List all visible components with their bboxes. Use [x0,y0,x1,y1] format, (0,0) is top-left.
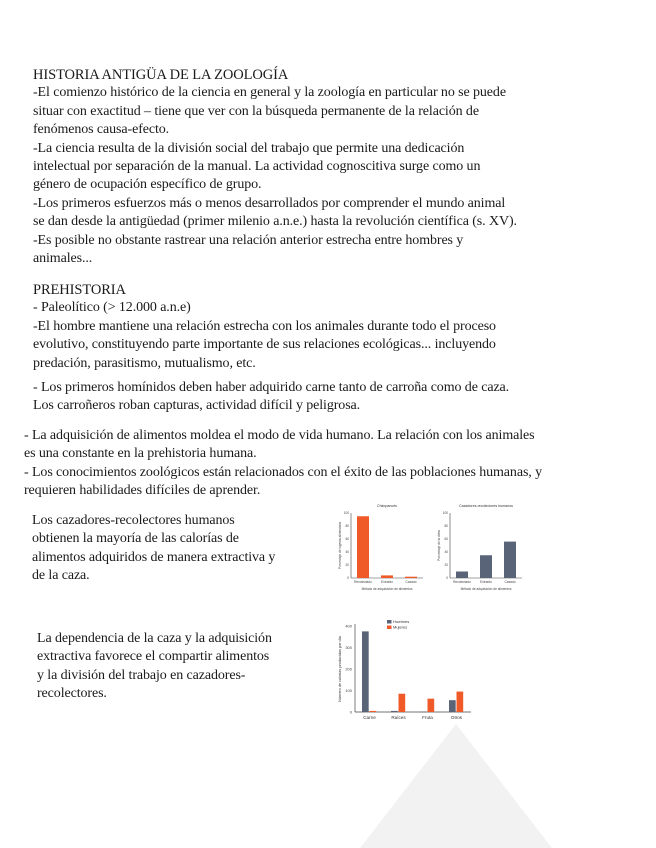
legend-swatch [387,620,392,624]
y-tick-label: 0 [446,576,448,581]
x-tick-label: Cazado [405,580,417,584]
x-axis-label: Método de adquisición de alimentos [361,587,413,591]
text-line: -Los primeros esfuerzos más o menos desarrollados por comprender el mundo animal [33,195,506,211]
bar [381,575,393,578]
text-line: y la división del trabajo en cazadores- [37,667,246,683]
text-line: recolectores. [37,686,107,702]
paragraph-cazadores [32,512,275,586]
chart-title: Chimpancés [377,504,397,508]
bar-mujeres [428,699,435,712]
y-axis-label: Porcentaje de ingesta alimentaria [338,521,342,570]
bar [504,542,516,578]
text-line: -El hombre mantiene una relación estrecha con los animales durante todo el proceso [33,318,496,334]
y-tick-label: 80 [345,524,349,529]
text-line: -Es posible no obstante rastrear una relación anterior estrecha entre hombres y [33,232,464,248]
bar-hombres [391,711,398,712]
y-tick-label: 80 [444,524,448,529]
bar-mujeres [370,711,377,712]
bar-mujeres [457,692,464,712]
chart-cazadores-recolectores [430,498,532,600]
x-tick-label: Extraído [480,580,492,584]
y-tick-label: 400 [345,623,352,629]
text-line: animales... [33,251,93,267]
y-tick-label: 0 [349,709,352,715]
legend-label: Hombres [393,619,410,624]
y-tick-label: 300 [345,644,352,650]
chart-calorias-sexo [335,614,475,726]
y-tick-label: 100 [345,687,352,693]
text-line: Los cazadores-recolectores humanos [32,513,235,528]
bar [405,577,417,578]
text-line: género de ocupación específico de grupo. [33,177,262,193]
bar-hombres [420,712,427,713]
bar-hombres [449,700,456,712]
text-line: fenómenos causa-efecto. [33,122,170,138]
bar [357,516,369,578]
x-tick-label: Otros [450,715,463,720]
section-historia [33,66,517,268]
text-line: predación, parasitismo, mutualismo, etc. [33,355,256,371]
text-line: es una constante en la prehistoria humana. [24,446,257,462]
x-tick-label: Fruta [422,715,433,720]
y-tick-label: 100 [442,511,448,516]
paragraph-adquisicion [24,427,542,501]
y-tick-label: 40 [444,550,448,555]
section-title: HISTORIA ANTIGÜA DE LA ZOOLOGÍA [33,67,289,83]
y-tick-label: 60 [444,537,448,542]
x-tick-label: Cazado [504,580,516,584]
watermark-triangle [360,724,552,848]
x-tick-label: Recolectado [354,580,372,584]
paragraph-hominidos [33,379,509,416]
text-line: de la caza. [32,568,90,584]
text-line: - Los primeros homínidos deben haber adquirido carne tanto de carroña como de caza. [33,380,510,395]
paragraph-dependencia [37,630,272,704]
x-tick-label: Raíces [391,715,406,720]
y-tick-label: 0 [347,576,349,581]
text-line: evolutivo, constituyendo parte importante de sus relaciones ecológicas... incluyendo [33,337,496,353]
text-line: extractiva favorece el compartir alimentos [37,649,270,665]
y-axis-label: Número de calorías producidas por día [338,636,342,702]
text-line: se dan desde la antigüedad (primer milenio a.n.e.) hasta la revolución científica (s. XV). [33,214,517,230]
x-tick-label: Carne [363,715,376,720]
text-line: La dependencia de la caza y la adquisición [37,631,272,646]
section-title: PREHISTORIA [33,282,126,298]
text-line: - Paleolítico (> 12.000 a.n.e) [33,300,191,316]
legend-label: Mujeres [393,624,408,630]
bar-hombres [362,631,369,712]
text-line: situar con exactitud – tiene que ver con la búsqueda permanente de la relación de [33,103,479,119]
section-prehistoria [33,281,496,373]
x-tick-label: Recolectado [453,580,471,584]
text-line: -El comienzo histórico de la ciencia en general y la zoología en particular no se puede [33,85,506,101]
y-tick-label: 20 [444,563,448,568]
bar [456,572,468,579]
text-line: intelectual por separación de la manual. La actividad cognoscitiva surge como un [33,159,481,175]
y-tick-label: 200 [345,666,352,672]
y-tick-label: 60 [345,537,349,542]
text-line: - Los conocimientos zoológicos están relacionados con el éxito de las poblaciones humanas, y [24,464,542,480]
text-line: alimentos adquiridos de manera extractiva y [32,549,276,565]
x-axis-label: Método de adquisición de alimentos [460,587,512,591]
y-tick-label: 100 [343,511,349,516]
y-tick-label: 40 [345,550,349,555]
legend-swatch [387,626,392,630]
text-line: obtienen la mayoría de las calorías de [32,531,239,547]
bar-mujeres [399,694,406,712]
y-axis-label: Porcentaje de la dieta [437,530,441,561]
text-line: requieren habilidades difíciles de aprender. [24,483,261,499]
x-tick-label: Extraído [381,580,393,584]
bar [480,555,492,578]
y-tick-label: 20 [345,563,349,568]
text-line: -La ciencia resulta de la división social del trabajo que permite una dedicación [33,140,465,156]
chart-chimpances [335,498,435,600]
chart-title: Cazadores-recolectores humanos [459,504,513,508]
text-line: Los carroñeros roban capturas, actividad difícil y peligrosa. [33,398,361,414]
text-line: - La adquisición de alimentos moldea el modo de vida humano. La relación con los animales [24,428,535,443]
